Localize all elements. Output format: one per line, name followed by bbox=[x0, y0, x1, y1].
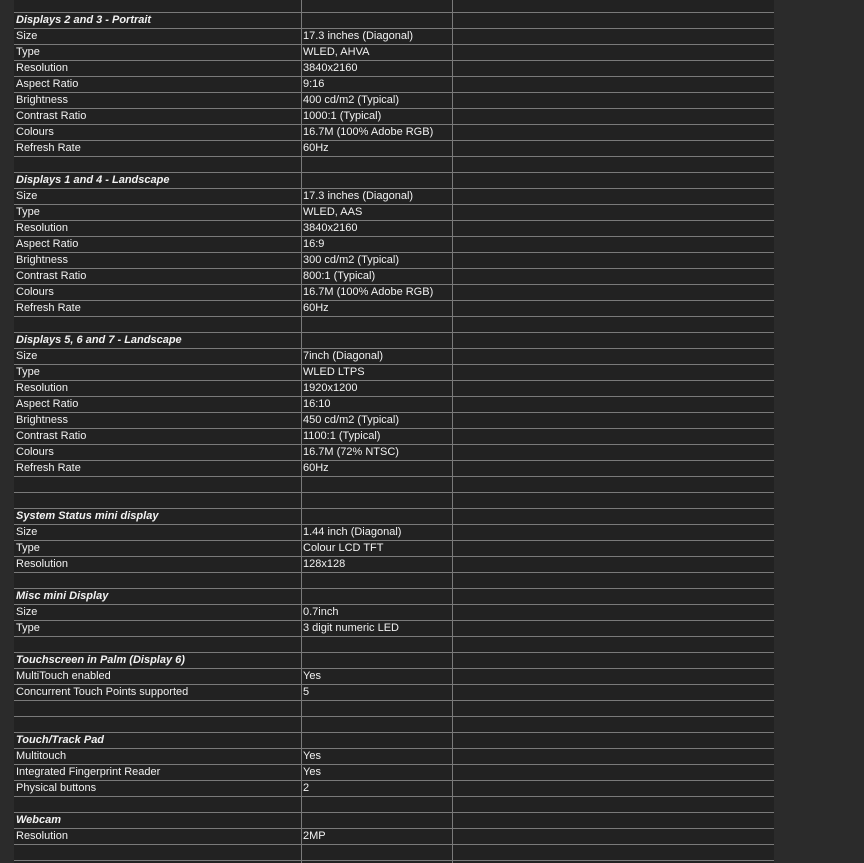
spec-row bbox=[14, 61, 774, 77]
spec-label: Contrast Ratio bbox=[16, 430, 87, 442]
spec-row bbox=[14, 621, 774, 637]
spec-value: 2 bbox=[303, 782, 310, 794]
spec-row bbox=[14, 253, 774, 269]
spec-label: Colours bbox=[16, 286, 54, 298]
spec-label: Type bbox=[16, 46, 40, 58]
spec-value: 9:16 bbox=[303, 78, 325, 90]
section-header-row bbox=[14, 173, 774, 189]
section-title: Touchscreen in Palm (Display 6) bbox=[16, 654, 185, 666]
spec-label: Type bbox=[16, 542, 40, 554]
spec-row bbox=[14, 205, 774, 221]
spec-row bbox=[14, 141, 774, 157]
spec-label: Resolution bbox=[16, 558, 68, 570]
spec-row bbox=[14, 685, 774, 701]
spec-row bbox=[14, 109, 774, 125]
section-header-row bbox=[14, 813, 774, 829]
spec-row bbox=[14, 189, 774, 205]
spec-value: 1920x1200 bbox=[303, 382, 358, 394]
spec-label: Contrast Ratio bbox=[16, 270, 87, 282]
section-header-row bbox=[14, 733, 774, 749]
spec-value: Yes bbox=[303, 766, 321, 778]
blank-row bbox=[14, 0, 774, 13]
spec-label: Physical buttons bbox=[16, 782, 97, 794]
spec-row bbox=[14, 541, 774, 557]
spec-label: Resolution bbox=[16, 222, 68, 234]
spec-value: 400 cd/m2 (Typical) bbox=[303, 94, 399, 106]
spec-row bbox=[14, 221, 774, 237]
spec-value: 450 cd/m2 (Typical) bbox=[303, 414, 399, 426]
spec-label: Colours bbox=[16, 126, 54, 138]
spec-row bbox=[14, 45, 774, 61]
blank-row bbox=[14, 717, 774, 733]
spec-row bbox=[14, 429, 774, 445]
spec-row bbox=[14, 93, 774, 109]
section-title: System Status mini display bbox=[16, 510, 159, 522]
spec-value: 1100:1 (Typical) bbox=[303, 430, 381, 442]
section-title: Touch/Track Pad bbox=[16, 734, 105, 746]
spec-value: WLED, AHVA bbox=[303, 46, 370, 58]
spec-value: 16:9 bbox=[303, 238, 325, 250]
spec-value: 16:10 bbox=[303, 398, 331, 410]
spec-row bbox=[14, 413, 774, 429]
spec-row bbox=[14, 765, 774, 781]
spec-value: 128x128 bbox=[303, 558, 346, 570]
spec-row bbox=[14, 125, 774, 141]
blank-row bbox=[14, 797, 774, 813]
spec-value: 17.3 inches (Diagonal) bbox=[303, 30, 414, 42]
blank-row bbox=[14, 477, 774, 493]
spec-label: MultiTouch enabled bbox=[16, 670, 111, 682]
section-title: Webcam bbox=[16, 814, 62, 826]
spec-row bbox=[14, 77, 774, 93]
spec-sheet bbox=[14, 0, 774, 863]
blank-row bbox=[14, 157, 774, 173]
spec-value: Colour LCD TFT bbox=[303, 542, 384, 554]
spec-row bbox=[14, 29, 774, 45]
spec-row bbox=[14, 301, 774, 317]
section-header-row bbox=[14, 509, 774, 525]
spec-label: Refresh Rate bbox=[16, 302, 81, 314]
spec-row bbox=[14, 605, 774, 621]
spec-label: Brightness bbox=[16, 94, 68, 106]
spec-row bbox=[14, 749, 774, 765]
spec-value: WLED LTPS bbox=[303, 366, 365, 378]
blank-row bbox=[14, 317, 774, 333]
spec-label: Concurrent Touch Points supported bbox=[16, 686, 189, 698]
spec-label: Size bbox=[16, 526, 38, 538]
spec-label: Type bbox=[16, 366, 40, 378]
spec-value: 3840x2160 bbox=[303, 222, 358, 234]
spec-label: Resolution bbox=[16, 382, 68, 394]
spec-label: Brightness bbox=[16, 414, 68, 426]
spec-row bbox=[14, 349, 774, 365]
spec-label: Size bbox=[16, 30, 38, 42]
spec-value: 3 digit numeric LED bbox=[303, 622, 399, 634]
section-header-row bbox=[14, 589, 774, 605]
spec-label: Size bbox=[16, 350, 38, 362]
section-header-row bbox=[14, 333, 774, 349]
spec-label: Type bbox=[16, 206, 40, 218]
spec-value: 800:1 (Typical) bbox=[303, 270, 376, 282]
spec-label: Size bbox=[16, 606, 38, 618]
spec-value: 7inch (Diagonal) bbox=[303, 350, 384, 362]
section-title: Displays 2 and 3 - Portrait bbox=[16, 14, 152, 26]
blank-row bbox=[14, 701, 774, 717]
spec-label: Aspect Ratio bbox=[16, 78, 79, 90]
spec-label: Contrast Ratio bbox=[16, 110, 87, 122]
spec-value: 16.7M (100% Adobe RGB) bbox=[303, 286, 434, 298]
blank-row bbox=[14, 845, 774, 861]
spec-value: 1000:1 (Typical) bbox=[303, 110, 382, 122]
spec-value: 16.7M (72% NTSC) bbox=[303, 446, 399, 458]
spec-value: 60Hz bbox=[303, 462, 329, 474]
spec-row bbox=[14, 365, 774, 381]
spec-value: WLED, AAS bbox=[303, 206, 363, 218]
spec-value: 300 cd/m2 (Typical) bbox=[303, 254, 399, 266]
blank-row bbox=[14, 493, 774, 509]
blank-row bbox=[14, 573, 774, 589]
section-title: Misc mini Display bbox=[16, 590, 109, 602]
spec-row bbox=[14, 237, 774, 253]
spec-value: 17.3 inches (Diagonal) bbox=[303, 190, 414, 202]
spec-label: Size bbox=[16, 190, 38, 202]
spec-value: 60Hz bbox=[303, 302, 329, 314]
spec-row bbox=[14, 781, 774, 797]
spec-label: Brightness bbox=[16, 254, 68, 266]
spec-label: Integrated Fingerprint Reader bbox=[16, 766, 161, 778]
spec-value: 2MP bbox=[303, 830, 326, 842]
section-header-row bbox=[14, 653, 774, 669]
spec-row bbox=[14, 669, 774, 685]
spec-value: 16.7M (100% Adobe RGB) bbox=[303, 126, 434, 138]
spec-label: Resolution bbox=[16, 830, 68, 842]
spec-label: Aspect Ratio bbox=[16, 238, 79, 250]
spec-row bbox=[14, 269, 774, 285]
spec-label: Type bbox=[16, 622, 40, 634]
spec-label: Resolution bbox=[16, 62, 68, 74]
spec-value: 3840x2160 bbox=[303, 62, 358, 74]
spec-row bbox=[14, 525, 774, 541]
spec-label: Colours bbox=[16, 446, 54, 458]
spec-label: Refresh Rate bbox=[16, 462, 81, 474]
spec-label: Refresh Rate bbox=[16, 142, 81, 154]
spec-value: 5 bbox=[303, 686, 310, 698]
section-title: Displays 1 and 4 - Landscape bbox=[16, 174, 170, 186]
spec-row bbox=[14, 829, 774, 845]
spec-value: 1.44 inch (Diagonal) bbox=[303, 526, 402, 538]
spec-label: Aspect Ratio bbox=[16, 398, 79, 410]
section-title: Displays 5, 6 and 7 - Landscape bbox=[16, 334, 182, 346]
spec-row bbox=[14, 397, 774, 413]
spec-label: Multitouch bbox=[16, 750, 67, 762]
spec-row bbox=[14, 445, 774, 461]
spec-row bbox=[14, 381, 774, 397]
blank-row bbox=[14, 637, 774, 653]
spec-value: 0.7inch bbox=[303, 606, 339, 618]
section-header-row bbox=[14, 13, 774, 29]
spec-value: 60Hz bbox=[303, 142, 329, 154]
spec-value: Yes bbox=[303, 750, 321, 762]
spec-row bbox=[14, 285, 774, 301]
spec-row bbox=[14, 461, 774, 477]
spec-row bbox=[14, 557, 774, 573]
spec-value: Yes bbox=[303, 670, 321, 682]
